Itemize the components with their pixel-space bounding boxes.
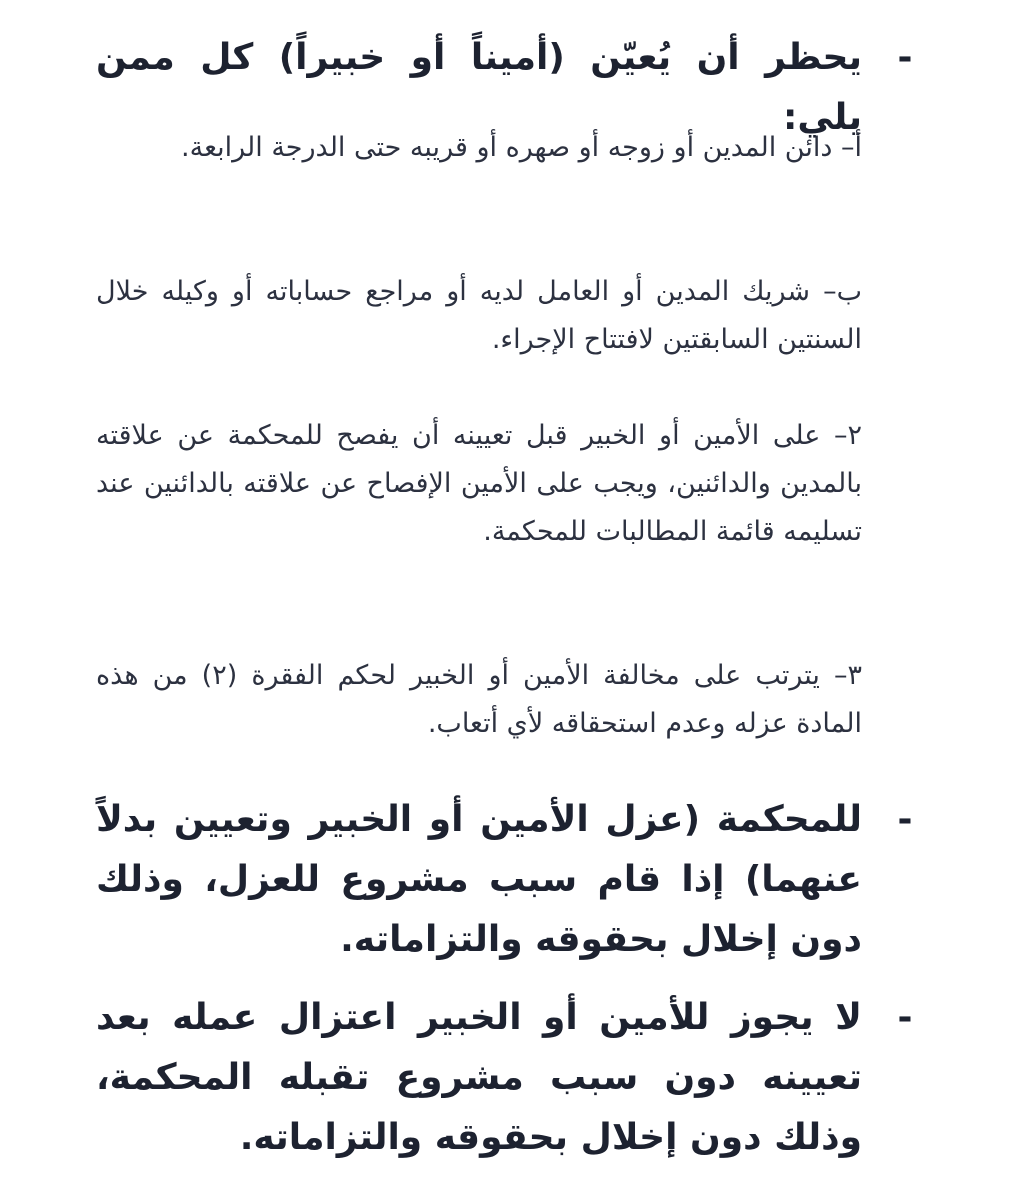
heading-prohibition: يحظر أن يُعيّن (أميناً أو خبيراً) كل ممن يلي:	[96, 37, 862, 138]
point-resignation: لا يجوز للأمين أو الخبير اعتزال عمله بعد تعيينه دون سبب مشروع تقبله المحكمة، وذلك دون إخلال بحقوقه والتزاماته.	[96, 997, 862, 1158]
paragraph-3: ٣– يترتب على مخالفة الأمين أو الخبير لحكم الفقرة (٢) من هذه المادة عزله وعدم استحقاقه لأي أتعاب.	[96, 660, 862, 739]
bullet-dash: -	[897, 997, 913, 1038]
bullet-dash: -	[897, 799, 913, 840]
bullet-dash: -	[897, 37, 913, 78]
item-a: أ– دائن المدين أو زوجه أو صهره أو قريبه حتى الدرجة الرابعة.	[181, 132, 862, 163]
item-b: ب– شريك المدين أو العامل لديه أو مراجع حساباته أو وكيله خلال السنتين السابقتين لافتتاح الإجراء.	[96, 276, 862, 355]
paragraph-2: ٢– على الأمين أو الخبير قبل تعيينه أن يفصح للمحكمة عن علاقته بالمدين والدائنين، ويجب على الأمين الإفصاح عن علاقته بالدائنين عند تسليمه قائمة المطالبات للمحكمة.	[96, 420, 862, 547]
point-court-dismissal: للمحكمة (عزل الأمين أو الخبير وتعيين بدلاً عنهما) إذا قام سبب مشروع للعزل، وذلك دون إخلال بحقوقه والتزاماته.	[96, 799, 862, 960]
